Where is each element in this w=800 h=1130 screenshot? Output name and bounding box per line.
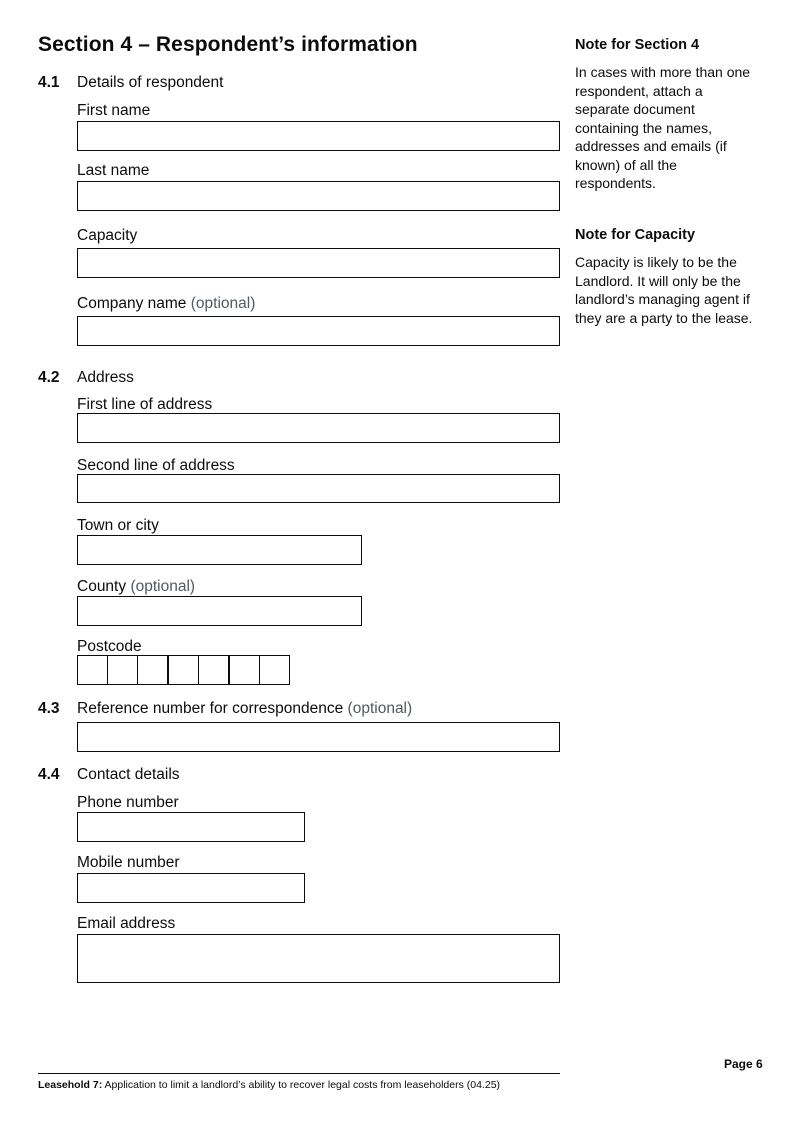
town-field[interactable] [77,535,362,565]
capacity-field[interactable] [77,248,560,278]
postcode-char-box[interactable] [168,655,199,685]
note-capacity-body: Capacity is likely to be the Landlord. It will only be the landlord’s managing agent if they are a party to the lease. [575,254,753,326]
postcode-char-box[interactable] [229,655,260,685]
address-line2-label: Second line of address [77,457,235,474]
first-name-field[interactable] [77,121,560,151]
optional-marker: (optional) [190,295,256,312]
mobile-field[interactable] [77,873,305,903]
question-title-4-1: Details of respondent [77,74,224,91]
email-field[interactable] [77,934,560,983]
postcode-char-box[interactable] [77,655,108,685]
question-number-4-4: 4.4 [38,766,60,783]
last-name-field[interactable] [77,181,560,211]
postcode-char-box[interactable] [259,655,290,685]
county-label-text: County [77,578,127,595]
mobile-label: Mobile number [77,854,180,871]
last-name-label: Last name [77,162,150,179]
town-label: Town or city [77,517,159,534]
postcode-char-box[interactable] [107,655,138,685]
page-number: Page 6 [724,1057,763,1071]
note-section4-body: In cases with more than one respondent, attach a separate document containing the names, addresses and emails (if known) of all the respondents. [575,64,751,191]
footer-form-name: Leasehold 7: [38,1079,103,1091]
question-number-4-3: 4.3 [38,700,60,717]
optional-marker: (optional) [130,578,196,595]
question-title-4-2: Address [77,369,134,386]
company-name-label-text: Company name [77,295,187,312]
footer-text [38,1079,500,1091]
note-section4-heading: Note for Section 4 [575,37,700,53]
reference-number-field[interactable] [77,722,560,752]
phone-label: Phone number [77,794,179,811]
question-title-4-3 [77,700,412,718]
question-number-4-1: 4.1 [38,74,60,91]
capacity-label: Capacity [77,227,138,244]
address-line1-label: First line of address [77,396,213,413]
page-title: Section 4 – Respondent’s information [38,33,418,56]
phone-field[interactable] [77,812,305,842]
note-capacity-heading: Note for Capacity [575,227,696,243]
question-title-4-3-text: Reference number for correspondence [77,700,344,717]
optional-marker: (optional) [347,700,413,717]
question-number-4-2: 4.2 [38,369,60,386]
county-field[interactable] [77,596,362,626]
postcode-char-box[interactable] [198,655,229,685]
address-line2-field[interactable] [77,474,560,503]
address-line1-field[interactable] [77,413,560,443]
email-label: Email address [77,915,176,932]
footer-divider [38,1073,560,1074]
county-label [77,578,195,596]
question-title-4-4: Contact details [77,766,180,783]
company-name-label [77,295,255,313]
footer-form-title: Application to limit a landlord’s ability to recover legal costs from leaseholders (04.25) [102,1079,501,1091]
postcode-label: Postcode [77,638,142,655]
first-name-label: First name [77,102,151,119]
company-name-field[interactable] [77,316,560,346]
postcode-char-box[interactable] [137,655,168,685]
